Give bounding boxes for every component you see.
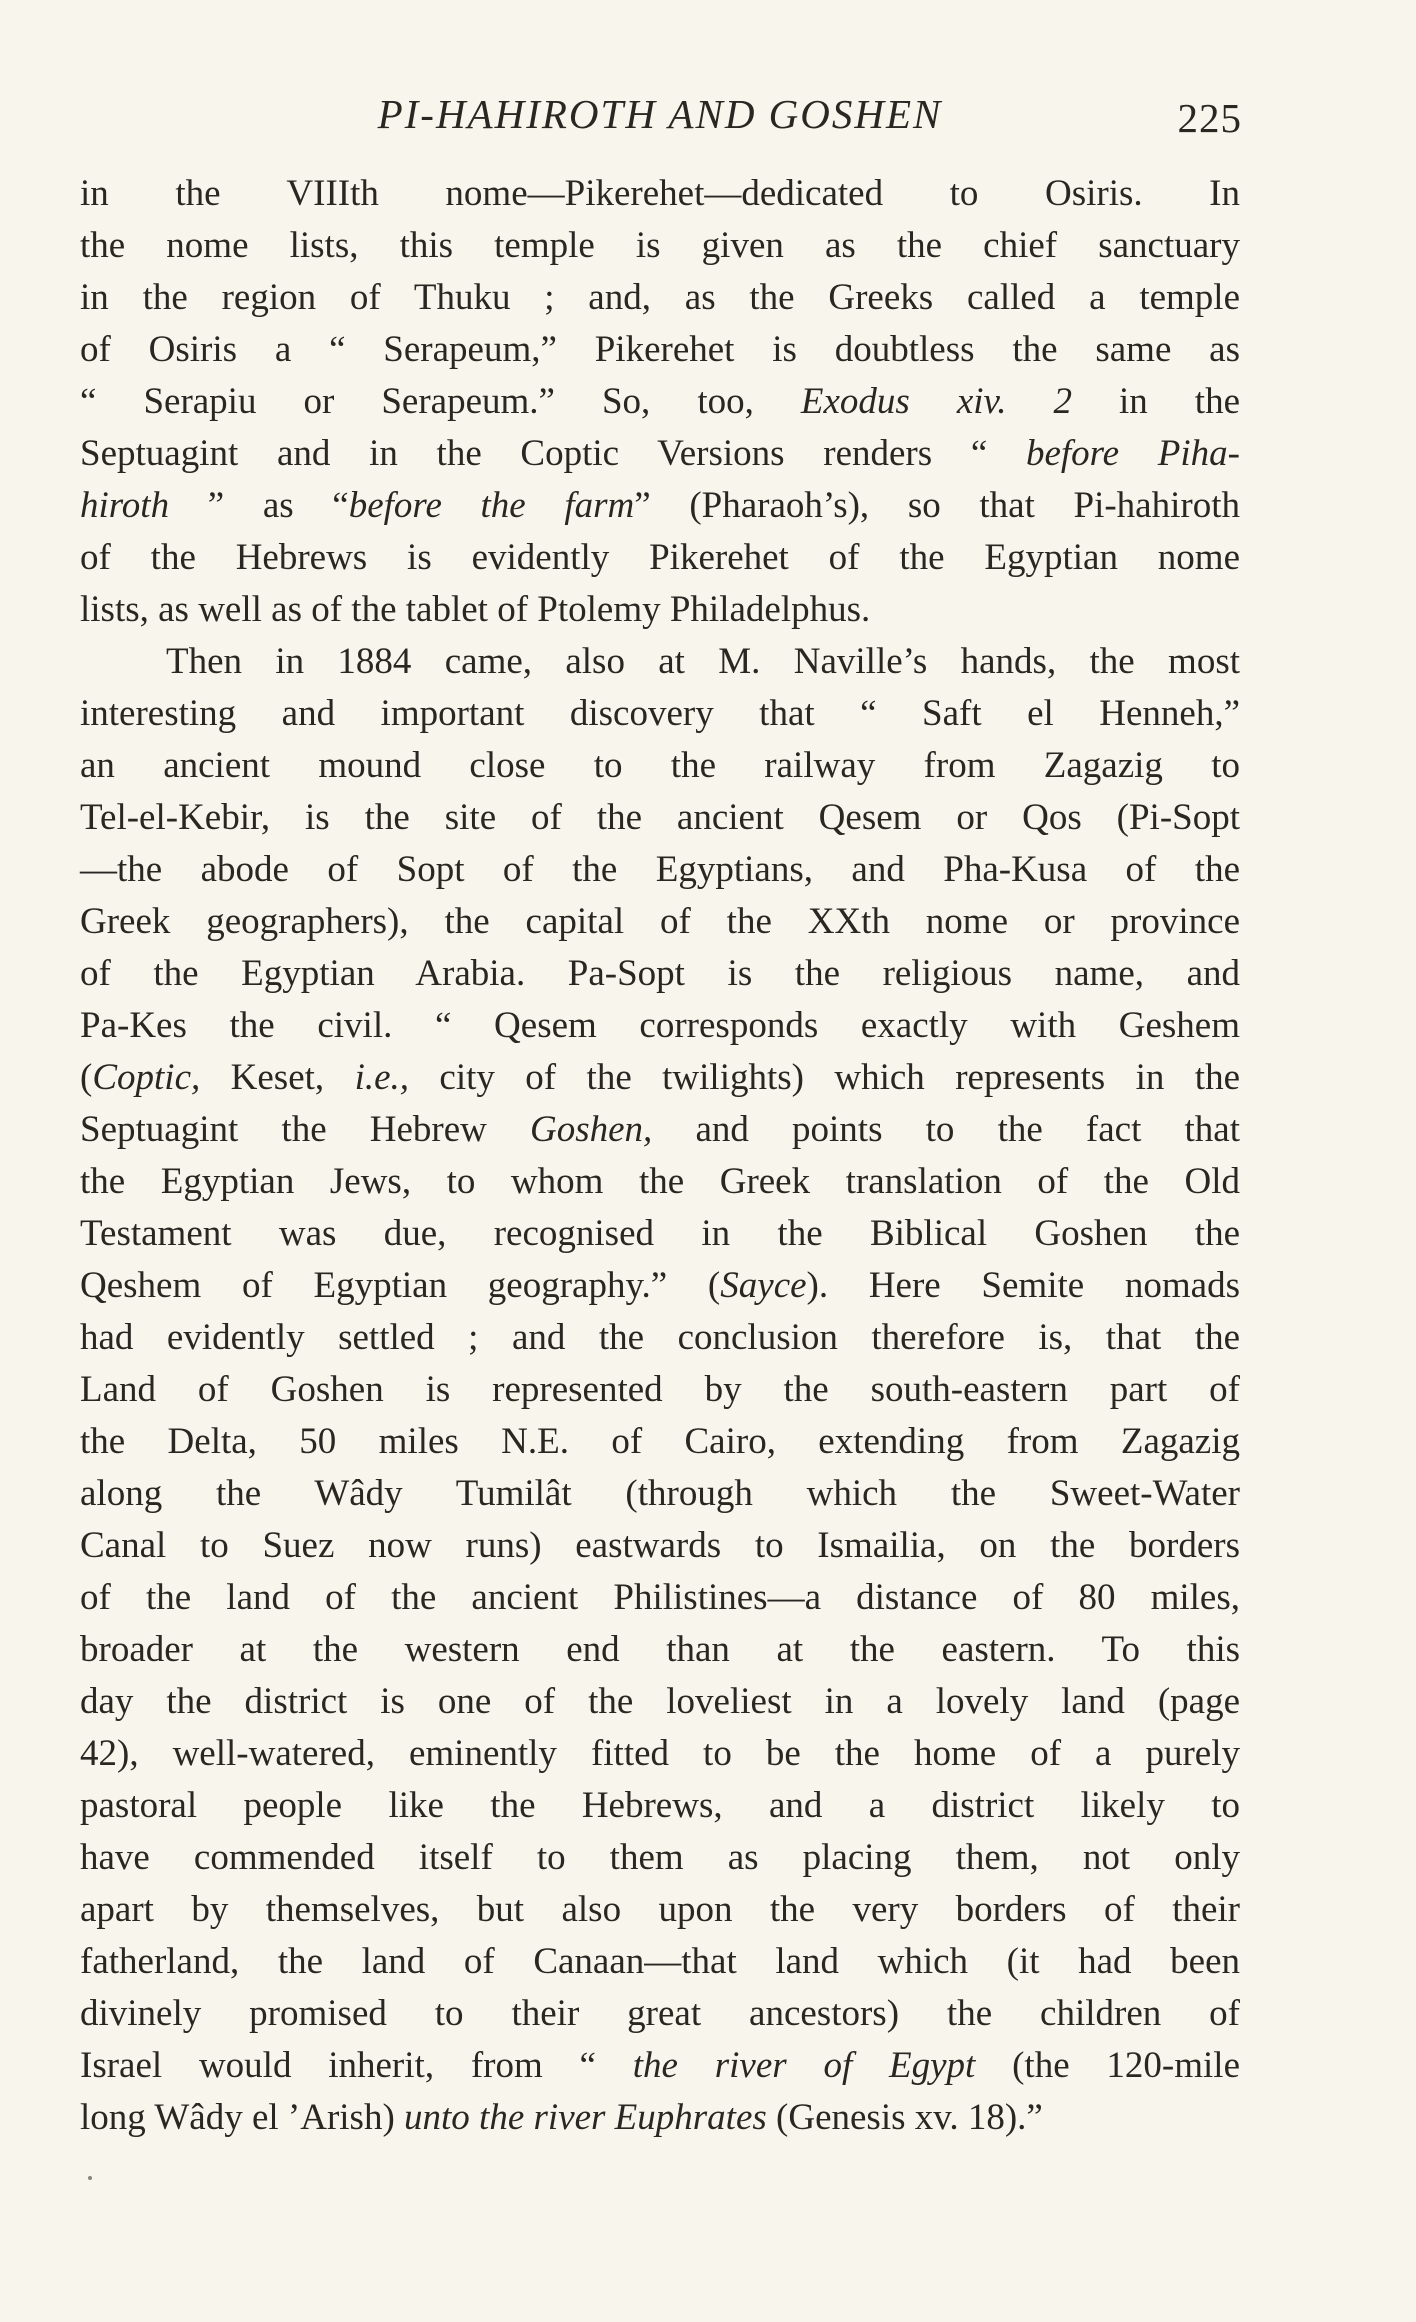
running-head <box>80 88 1240 140</box>
text-segment: of the Egyptian Arabia. Pa-Sopt is the religious name, and <box>80 953 1240 994</box>
text-segment: had evidently settled ; and the conclusion therefore is, that the <box>80 1317 1240 1358</box>
text-segment: along the Wâdy Tumilât (through which the Sweet-Water <box>80 1473 1240 1514</box>
text-line <box>80 1104 1240 1156</box>
text-segment: (the 120-mile <box>975 2045 1241 2086</box>
text-line <box>80 688 1240 740</box>
text-line <box>80 1520 1240 1572</box>
italic-text: hiroth <box>80 485 170 526</box>
text-line <box>80 324 1240 376</box>
text-segment: Tel-el-Kebir, is the site of the ancient Qesem or Qos (Pi-Sopt <box>80 797 1240 838</box>
page-number: 225 <box>1177 95 1242 141</box>
text-line <box>80 792 1240 844</box>
text-segment: apart by themselves, but also upon the very borders of their <box>80 1889 1240 1930</box>
text-line <box>80 480 1240 532</box>
text-segment: Israel would inherit, from “ <box>80 2045 633 2086</box>
text-line <box>80 584 1240 636</box>
text-segment: in the VIIIth nome—Pikerehet—dedicated to Osiris. In <box>80 173 1240 214</box>
text-line <box>80 2092 1240 2144</box>
text-line <box>80 1832 1240 1884</box>
text-segment: ” (Pharaoh’s), so that Pi-hahiroth <box>634 485 1240 526</box>
text-segment: an ancient mound close to the railway from Zagazig to <box>80 745 1240 786</box>
text-segment: divinely promised to their great ancestors) the children of <box>80 1993 1240 2034</box>
text-segment: city of the twilights) which represents in the <box>409 1057 1240 1098</box>
italic-text: before the farm <box>348 485 635 526</box>
text-segment: ). Here Semite nomads <box>806 1265 1241 1306</box>
text-line <box>80 1156 1240 1208</box>
text-line <box>80 532 1240 584</box>
text-segment: fatherland, the land of Canaan—that land which (it had been <box>80 1941 1240 1982</box>
text-line <box>80 376 1240 428</box>
text-segment: long Wâdy el ’Arish) <box>80 2097 405 2138</box>
ink-speck <box>88 2176 92 2180</box>
italic-text: the river of Egypt <box>632 2045 976 2086</box>
text-line <box>80 1416 1240 1468</box>
text-line <box>80 896 1240 948</box>
text-segment: ( <box>80 1057 93 1098</box>
text-segment: (Genesis xv. 18).” <box>766 2097 1043 2138</box>
text-line <box>80 844 1240 896</box>
text-segment: 42), well-watered, eminently fitted to be the home of a purely <box>80 1733 1240 1774</box>
text-segment: the Delta, 50 miles N.E. of Cairo, extending from Zagazig <box>80 1421 1240 1462</box>
text-segment: in the region of Thuku ; and, as the Greeks called a temple <box>80 277 1240 318</box>
text-line <box>80 1468 1240 1520</box>
text-segment: Testament was due, recognised in the Biblical Goshen the <box>80 1213 1240 1254</box>
text-line <box>80 1260 1240 1312</box>
body-text <box>80 168 1240 2144</box>
text-line <box>80 1884 1240 1936</box>
text-line <box>80 948 1240 1000</box>
text-line <box>80 1624 1240 1676</box>
text-line <box>80 220 1240 272</box>
text-segment: in the <box>1071 381 1240 422</box>
text-segment: and points to the fact that <box>652 1109 1240 1150</box>
text-line <box>80 2040 1240 2092</box>
text-line <box>80 428 1240 480</box>
italic-text: Sayce <box>720 1265 807 1306</box>
running-title: PI-HAHIROTH AND GOSHEN <box>377 91 943 137</box>
italic-text: Exodus xiv. 2 <box>800 381 1072 422</box>
text-segment: Then in 1884 came, also at M. Naville’s hands, the most <box>166 641 1240 682</box>
text-line <box>80 1780 1240 1832</box>
text-segment: Keset, <box>200 1057 355 1098</box>
text-line <box>80 636 1240 688</box>
text-segment: of the Hebrews is evidently Pikerehet of the Egyptian nome <box>80 537 1240 578</box>
text-segment: interesting and important discovery that “ Saft el Henneh,” <box>80 693 1240 734</box>
text-segment: day the district is one of the loveliest in a lovely land (page <box>80 1681 1240 1722</box>
text-line <box>80 1988 1240 2040</box>
text-line <box>80 740 1240 792</box>
text-segment: the nome lists, this temple is given as the chief sanctuary <box>80 225 1240 266</box>
text-line <box>80 1208 1240 1260</box>
text-line <box>80 1052 1240 1104</box>
text-segment: broader at the western end than at the eastern. To this <box>80 1629 1240 1670</box>
text-segment: “ Serapiu or Serapeum.” So, too, <box>80 381 801 422</box>
text-line <box>80 1572 1240 1624</box>
text-line <box>80 1728 1240 1780</box>
text-segment: Greek geographers), the capital of the XXth nome or province <box>80 901 1240 942</box>
text-segment: of Osiris a “ Serapeum,” Pikerehet is doubtless the same as <box>80 329 1240 370</box>
italic-text: before Piha- <box>1025 433 1240 474</box>
text-line <box>80 1936 1240 1988</box>
italic-text: Goshen, <box>530 1109 653 1150</box>
text-line <box>80 272 1240 324</box>
text-line <box>80 1000 1240 1052</box>
text-segment: —the abode of Sopt of the Egyptians, and Pha-Kusa of the <box>80 849 1240 890</box>
text-line <box>80 1312 1240 1364</box>
text-segment: ” as “ <box>169 485 349 526</box>
italic-text: i.e., <box>354 1057 410 1098</box>
text-segment: Septuagint the Hebrew <box>80 1109 531 1150</box>
italic-text: Coptic, <box>92 1057 201 1098</box>
text-segment: lists, as well as of the tablet of Ptolemy Philadelphus. <box>80 589 871 630</box>
text-segment: Pa-Kes the civil. “ Qesem corresponds exactly with Geshem <box>80 1005 1240 1046</box>
text-segment: Septuagint and in the Coptic Versions renders “ <box>80 433 1026 474</box>
text-segment: have commended itself to them as placing them, not only <box>80 1837 1240 1878</box>
text-segment: Land of Goshen is represented by the south-eastern part of <box>80 1369 1240 1410</box>
italic-text: unto the river Euphrates <box>404 2097 767 2138</box>
text-segment: Qeshem of Egyptian geography.” ( <box>80 1265 721 1306</box>
text-segment: of the land of the ancient Philistines—a distance of 80 miles, <box>80 1577 1240 1618</box>
text-line <box>80 168 1240 220</box>
text-segment: the Egyptian Jews, to whom the Greek translation of the Old <box>80 1161 1240 1202</box>
text-segment: pastoral people like the Hebrews, and a district likely to <box>80 1785 1240 1826</box>
text-segment: Canal to Suez now runs) eastwards to Ismailia, on the borders <box>80 1525 1240 1566</box>
text-line <box>80 1364 1240 1416</box>
text-line <box>80 1676 1240 1728</box>
